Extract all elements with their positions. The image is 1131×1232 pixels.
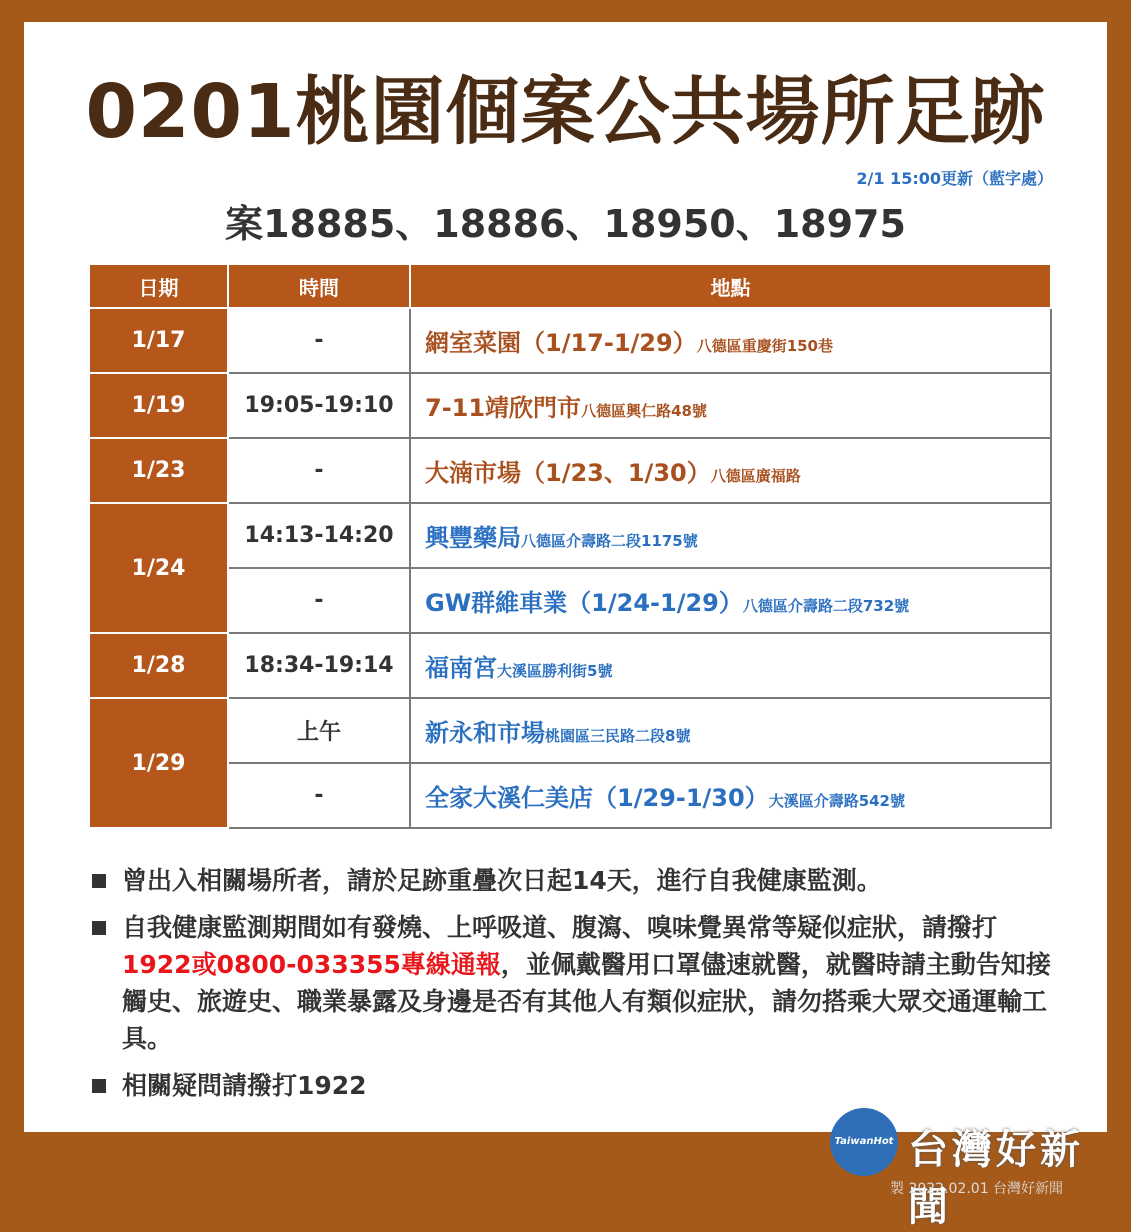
note-questions [92, 1067, 1052, 1104]
note-text: 相關疑問請撥打1922 [122, 1071, 367, 1100]
table-row [89, 763, 1051, 828]
place-address: 桃園區三民路二段8號 [545, 727, 691, 745]
table-row [89, 308, 1051, 373]
cell-time: - [228, 763, 410, 828]
cell-date: 1/29 [89, 698, 228, 828]
note-text: 曾出入相關場所者，請於足跡重疊次日起14天，進行自我健康監測。 [122, 866, 882, 895]
place-name: 新永和市場 [425, 719, 545, 747]
place-name: 興豐藥局 [425, 524, 521, 552]
table-row [89, 633, 1051, 698]
cell-date: 1/28 [89, 633, 228, 698]
taiwanhot-logo-icon: TaiwanHot [830, 1108, 898, 1176]
cell-time: 上午 [228, 698, 410, 763]
bullet-square-icon [92, 921, 106, 935]
note-text: 自我健康監測期間如有發燒、上呼吸道、腹瀉、嗅味覺異常等疑似症狀，請撥打 [122, 913, 998, 942]
watermark-name: 台灣好新聞 [908, 1127, 1084, 1230]
table-body [89, 308, 1051, 828]
update-note: 2/1 15:00更新（藍字處） [856, 169, 1053, 188]
table-row [89, 438, 1051, 503]
footprint-table [88, 263, 1052, 829]
hotline-text: 1922或0800-033355專線通報 [122, 950, 501, 979]
watermark-sub: 製 2022.02.01 台灣好新聞 [890, 1181, 1064, 1197]
place-name: 全家大溪仁美店（1/29-1/30） [425, 784, 769, 812]
page-title: 0201桃園個案公共場所足跡 [85, 69, 1046, 155]
place-name: 網室菜園（1/17-1/29） [425, 329, 697, 357]
cell-time: 14:13-14:20 [228, 503, 410, 568]
note-monitoring [92, 862, 1052, 899]
table-row [89, 568, 1051, 633]
cell-place [410, 698, 1051, 763]
note-symptoms [92, 909, 1052, 1057]
header-time: 時間 [228, 264, 410, 308]
place-address: 大溪區介壽路542號 [768, 792, 905, 810]
place-name: 大湳市場（1/23、1/30） [425, 459, 711, 487]
place-address: 八德區廣福路 [710, 467, 801, 485]
cell-date: 1/23 [89, 438, 228, 503]
cell-date: 1/24 [89, 503, 228, 633]
place-name: 福南宮 [425, 654, 497, 682]
cell-place [410, 633, 1051, 698]
table-row [89, 503, 1051, 568]
place-address: 八德區介壽路二段1175號 [521, 532, 698, 550]
cell-date: 1/17 [89, 308, 228, 373]
cell-place [410, 308, 1051, 373]
place-address: 八德區興仁路48號 [581, 402, 707, 420]
notes-section [92, 862, 1052, 1114]
case-numbers: 案18885、18886、18950、18975 [225, 202, 906, 246]
place-name: 7-11靖欣門市 [425, 394, 582, 422]
cell-time: - [228, 438, 410, 503]
cell-place [410, 438, 1051, 503]
cell-time: 18:34-19:14 [228, 633, 410, 698]
cell-date: 1/19 [89, 373, 228, 438]
header-place: 地點 [410, 264, 1051, 308]
bullet-square-icon [92, 874, 106, 888]
watermark [830, 1108, 1120, 1230]
place-address: 八德區介壽路二段732號 [742, 597, 910, 615]
cell-time: 19:05-19:10 [228, 373, 410, 438]
cell-place [410, 763, 1051, 828]
cell-place [410, 568, 1051, 633]
table-row [89, 698, 1051, 763]
table-header-row [89, 264, 1051, 308]
place-address: 八德區重慶街150巷 [696, 337, 833, 355]
cell-place [410, 373, 1051, 438]
note-text: ，並佩戴醫用口罩儘速就醫，就醫時請主動告知接觸史、旅遊史、職業暴露及身邊是否有其他人有類似症狀，請勿搭乘大眾交通運輸工具。 [122, 950, 1051, 1053]
cell-time: - [228, 308, 410, 373]
place-name: GW群維車業（1/24-1/29） [425, 589, 743, 617]
place-address: 大溪區勝利街5號 [497, 662, 613, 680]
header-date: 日期 [89, 264, 228, 308]
cell-place [410, 503, 1051, 568]
table-row [89, 373, 1051, 438]
bullet-square-icon [92, 1079, 106, 1093]
cell-time: - [228, 568, 410, 633]
